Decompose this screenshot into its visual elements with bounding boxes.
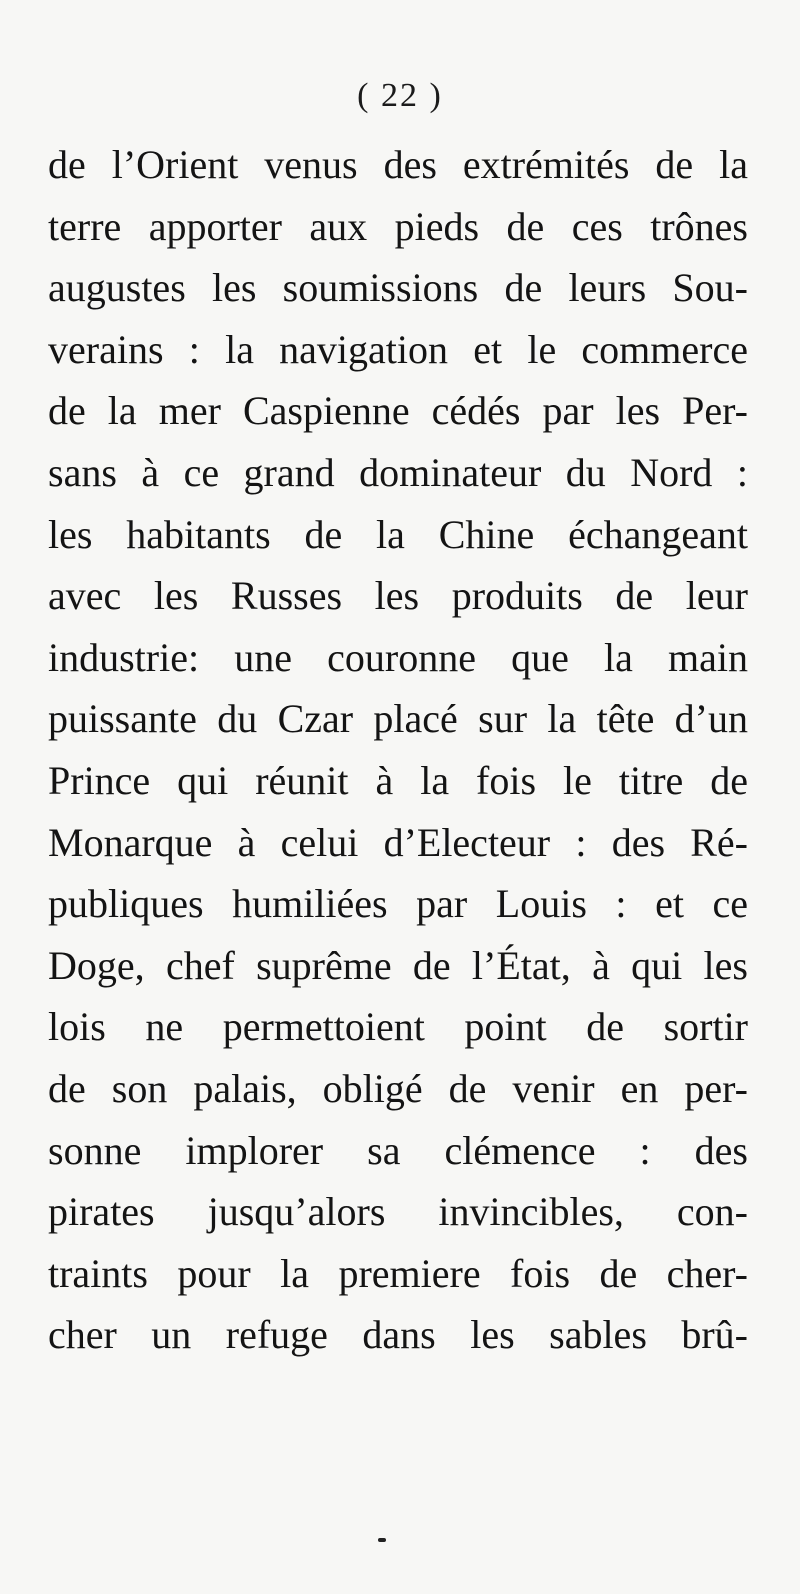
text-line: puissante du Czar placé sur la tête d’un (48, 696, 748, 742)
text-line: lois ne permettoient point de sortir (48, 1004, 748, 1050)
text-line: verains : la navigation et le commerce (48, 326, 748, 372)
text-line: sonne implorer sa clémence : des (48, 1127, 748, 1173)
text-line: industrie: une couronne que la main (48, 634, 748, 680)
text-line: avec les Russes les produits de leur (48, 573, 748, 619)
text-line: publiques humiliées par Louis : et ce (48, 881, 748, 927)
text-line: terre apporter aux pieds de ces trônes (48, 203, 748, 249)
text-line: augustes les soumissions de leurs Sou- (48, 265, 748, 311)
text-line: Prince qui réunit à la fois le titre de (48, 757, 748, 803)
text-line: les habitants de la Chine échangeant (48, 511, 748, 557)
printer-mark (378, 1538, 386, 1542)
text-line: Doge, chef suprême de l’État, à qui les (48, 942, 748, 988)
body-text (48, 134, 748, 1366)
page-number: ( 22 ) (357, 77, 443, 114)
text-line: cher un refuge dans les sables brû- (48, 1312, 748, 1358)
text-line: de son palais, obligé de venir en per- (48, 1065, 748, 1111)
text-line: pirates jusqu’alors invincibles, con- (48, 1189, 748, 1235)
text-line: de l’Orient venus des extrémités de la (48, 142, 748, 187)
text-line: sans à ce grand dominateur du Nord : (48, 449, 748, 495)
text-line: traints pour la premiere fois de cher- (48, 1250, 748, 1296)
text-line: Monarque à celui d’Electeur : des Ré- (48, 819, 748, 865)
text-line: de la mer Caspienne cédés par les Per- (48, 388, 748, 434)
